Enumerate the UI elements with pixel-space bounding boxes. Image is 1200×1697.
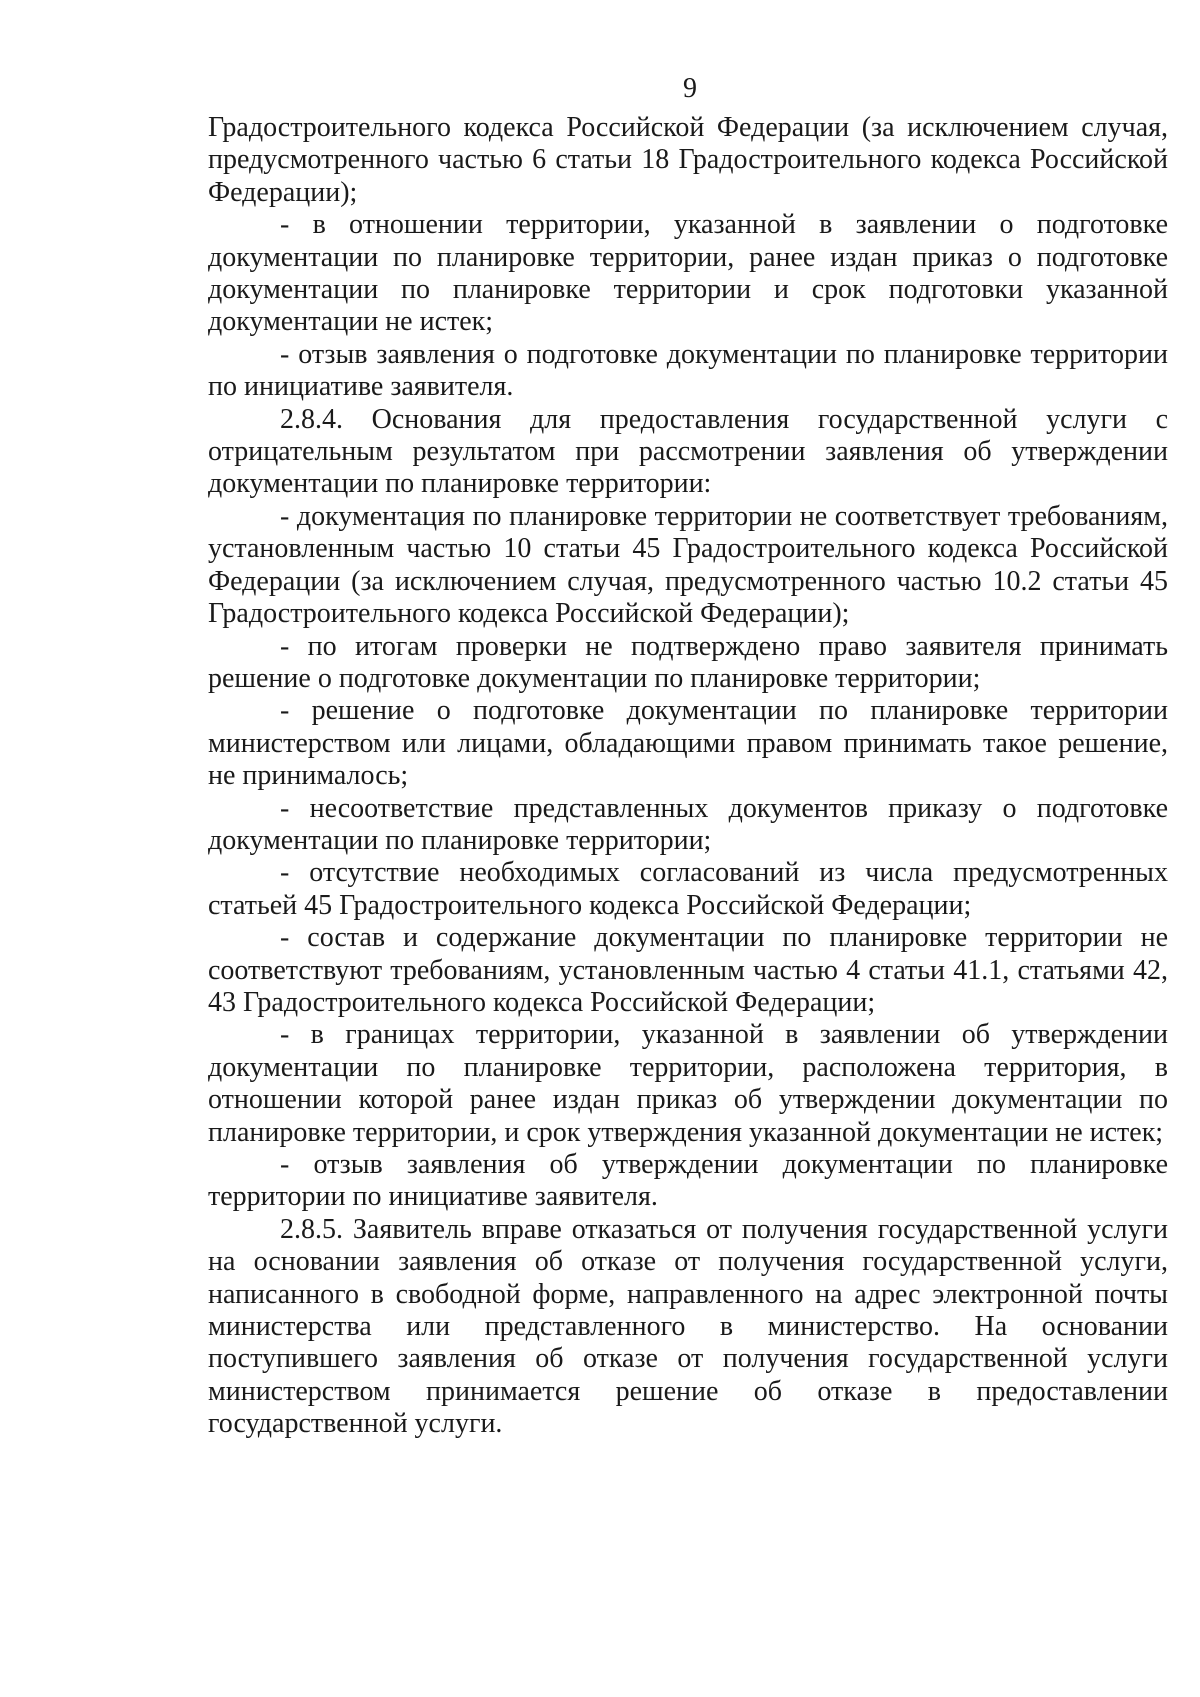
paragraph-item: - решение о подготовке документации по планировке территории министерством или лицами, обладающими правом принимать такое решение, не принималось;: [208, 695, 1168, 792]
document-body: [208, 112, 1168, 1441]
paragraph-section-2-8-4: 2.8.4. Основания для предоставления государственной услуги с отрицательным результатом при рассмотрении заявления об утверждении документации по планировке территории:: [208, 403, 1168, 500]
paragraph-item: - отсутствие необходимых согласований из числа предусмотренных статьей 45 Градостроительного кодекса Российской Федерации;: [208, 857, 1168, 921]
paragraph-item: - отзыв заявления о подготовке документации по планировке территории по инициативе заявителя.: [208, 338, 1168, 403]
paragraph-item: - в границах территории, указанной в заявлении об утверждении документации по планировке территории, расположена территория, в отношении которой ранее издан приказ об утверждении документации по планировке территории, и срок утверждения указанной документации не истек;: [208, 1019, 1168, 1148]
paragraph-item: - в отношении территории, указанной в заявлении о подготовке документации по планировке территории, ранее издан приказ о подготовке документации по планировке территории и срок подготовки указанной документации не истек;: [208, 209, 1168, 338]
page-number: 9: [683, 73, 697, 104]
paragraph-item: - несоответствие представленных документов приказу о подготовке документации по планировке территории;: [208, 792, 1168, 856]
paragraph-item: - состав и содержание документации по планировке территории не соответствуют требованиям, установленным частью 4 статьи 41.1, статьями 42, 43 Градостроительного кодекса Российской Федерации;: [208, 922, 1168, 1018]
paragraph-item: - по итогам проверки не подтверждено право заявителя принимать решение о подготовке документации по планировке территории;: [208, 630, 1168, 694]
paragraph-continuation: Градостроительного кодекса Российской Федерации (за исключением случая, предусмотренного частью 6 статьи 18 Градостроительного кодекса Российской Федерации);: [208, 112, 1168, 208]
paragraph-section-2-8-5: 2.8.5. Заявитель вправе отказаться от получения государственной услуги на основании заявления об отказе от получения государственной услуги, написанного в свободной форме, направленного на адрес электронной почты министерства или представленного в министерство. На основании поступившего заявления об отказе от получения государственной услуги министерством принимается решение об отказе в предоставлении государственной услуги.: [208, 1213, 1168, 1440]
paragraph-item: - документация по планировке территории не соответствует требованиям, установленным частью 10 статьи 45 Градостроительного кодекса Российской Федерации (за исключением случая, предусмотренного частью 10.2 статьи 45 Градостроительного кодекса Российской Федерации);: [208, 500, 1168, 630]
paragraph-item: - отзыв заявления об утверждении документации по планировке территории по инициативе заявителя.: [208, 1149, 1168, 1213]
